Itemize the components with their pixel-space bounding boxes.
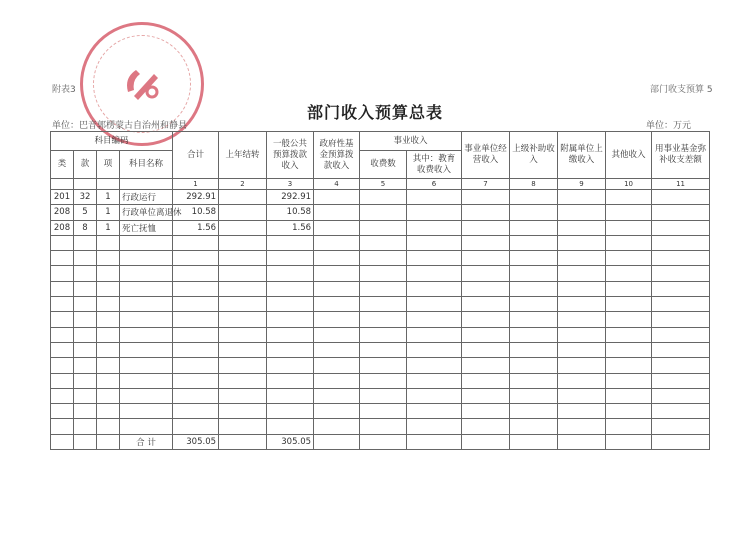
- column-number: 5: [360, 179, 407, 190]
- cell-name: 死亡抚恤: [120, 220, 173, 235]
- header-sub: 项: [97, 151, 120, 179]
- cell-sub: 1: [97, 205, 120, 220]
- empty-table-row: [51, 373, 710, 388]
- column-number: 2: [219, 179, 267, 190]
- header-fees: 收费数: [360, 151, 407, 179]
- currency-unit: 单位：万元: [646, 121, 692, 131]
- form-number: 附表3: [52, 85, 76, 95]
- column-number-row: [51, 179, 710, 190]
- cell-item: 5: [74, 205, 97, 220]
- column-number: 4: [314, 179, 360, 190]
- header-carryover: 上年结转: [219, 132, 267, 179]
- cell-general: 292.91: [267, 190, 314, 205]
- empty-table-row: [51, 358, 710, 373]
- empty-table-row: [51, 235, 710, 250]
- header-code-group: 科目编码: [51, 132, 173, 151]
- column-number: 8: [510, 179, 558, 190]
- empty-table-row: [51, 404, 710, 419]
- column-number: 9: [558, 179, 606, 190]
- header-business-group: 事业收入: [360, 132, 462, 151]
- header-special-fees: 其中：教育收费收入: [407, 151, 462, 179]
- empty-rows: [51, 235, 710, 434]
- total-sum: 305.05: [173, 434, 219, 449]
- cell-name: 行政单位离退休: [120, 205, 173, 220]
- reporting-unit: 单位：巴音郭楞蒙古自治州和静县: [52, 121, 188, 131]
- cell-general: 1.56: [267, 220, 314, 235]
- page-title: 部门收入预算总表: [306, 103, 443, 122]
- table-row: [51, 190, 710, 205]
- budget-table: [50, 131, 710, 450]
- cell-sub: 1: [97, 190, 120, 205]
- cell-kind: 208: [51, 220, 74, 235]
- header-total: 合计: [173, 132, 219, 179]
- table-row: [51, 220, 710, 235]
- column-number: 11: [652, 179, 710, 190]
- empty-table-row: [51, 266, 710, 281]
- column-number: 3: [267, 179, 314, 190]
- seal-emblem-icon: [120, 62, 164, 106]
- header-affiliated: 附属单位上缴收入: [558, 132, 606, 179]
- header-operation: 事业单位经营收入: [462, 132, 510, 179]
- cell-total: 10.58: [173, 205, 219, 220]
- empty-table-row: [51, 419, 710, 434]
- header-row-1: [51, 132, 710, 151]
- empty-table-row: [51, 327, 710, 342]
- cell-kind: 208: [51, 205, 74, 220]
- empty-table-row: [51, 342, 710, 357]
- total-label: 合 计: [120, 434, 173, 449]
- total-row: [51, 434, 710, 449]
- cell-item: 32: [74, 190, 97, 205]
- column-number: 7: [462, 179, 510, 190]
- column-number: 1: [173, 179, 219, 190]
- empty-table-row: [51, 297, 710, 312]
- header-reserve: 用事业基金弥补收支差额: [652, 132, 710, 179]
- table-code: 部门收支预算 5: [650, 85, 713, 95]
- empty-table-row: [51, 281, 710, 296]
- header-subsidy: 上级补助收入: [510, 132, 558, 179]
- header-fund-budget: 政府性基金预算拨款收入: [314, 132, 360, 179]
- column-number: 6: [407, 179, 462, 190]
- cell-general: 10.58: [267, 205, 314, 220]
- table-row: [51, 205, 710, 220]
- empty-table-row: [51, 388, 710, 403]
- empty-table-row: [51, 251, 710, 266]
- column-number: 10: [606, 179, 652, 190]
- header-other: 其他收入: [606, 132, 652, 179]
- cell-total: 1.56: [173, 220, 219, 235]
- empty-table-row: [51, 312, 710, 327]
- cell-total: 292.91: [173, 190, 219, 205]
- header-name: 科目名称: [120, 151, 173, 179]
- header-general-budget: 一般公共预算拨款收入: [267, 132, 314, 179]
- cell-sub: 1: [97, 220, 120, 235]
- cell-kind: 201: [51, 190, 74, 205]
- cell-name: 行政运行: [120, 190, 173, 205]
- header-kind: 类: [51, 151, 74, 179]
- header-item: 款: [74, 151, 97, 179]
- cell-item: 8: [74, 220, 97, 235]
- total-general: 305.05: [267, 434, 314, 449]
